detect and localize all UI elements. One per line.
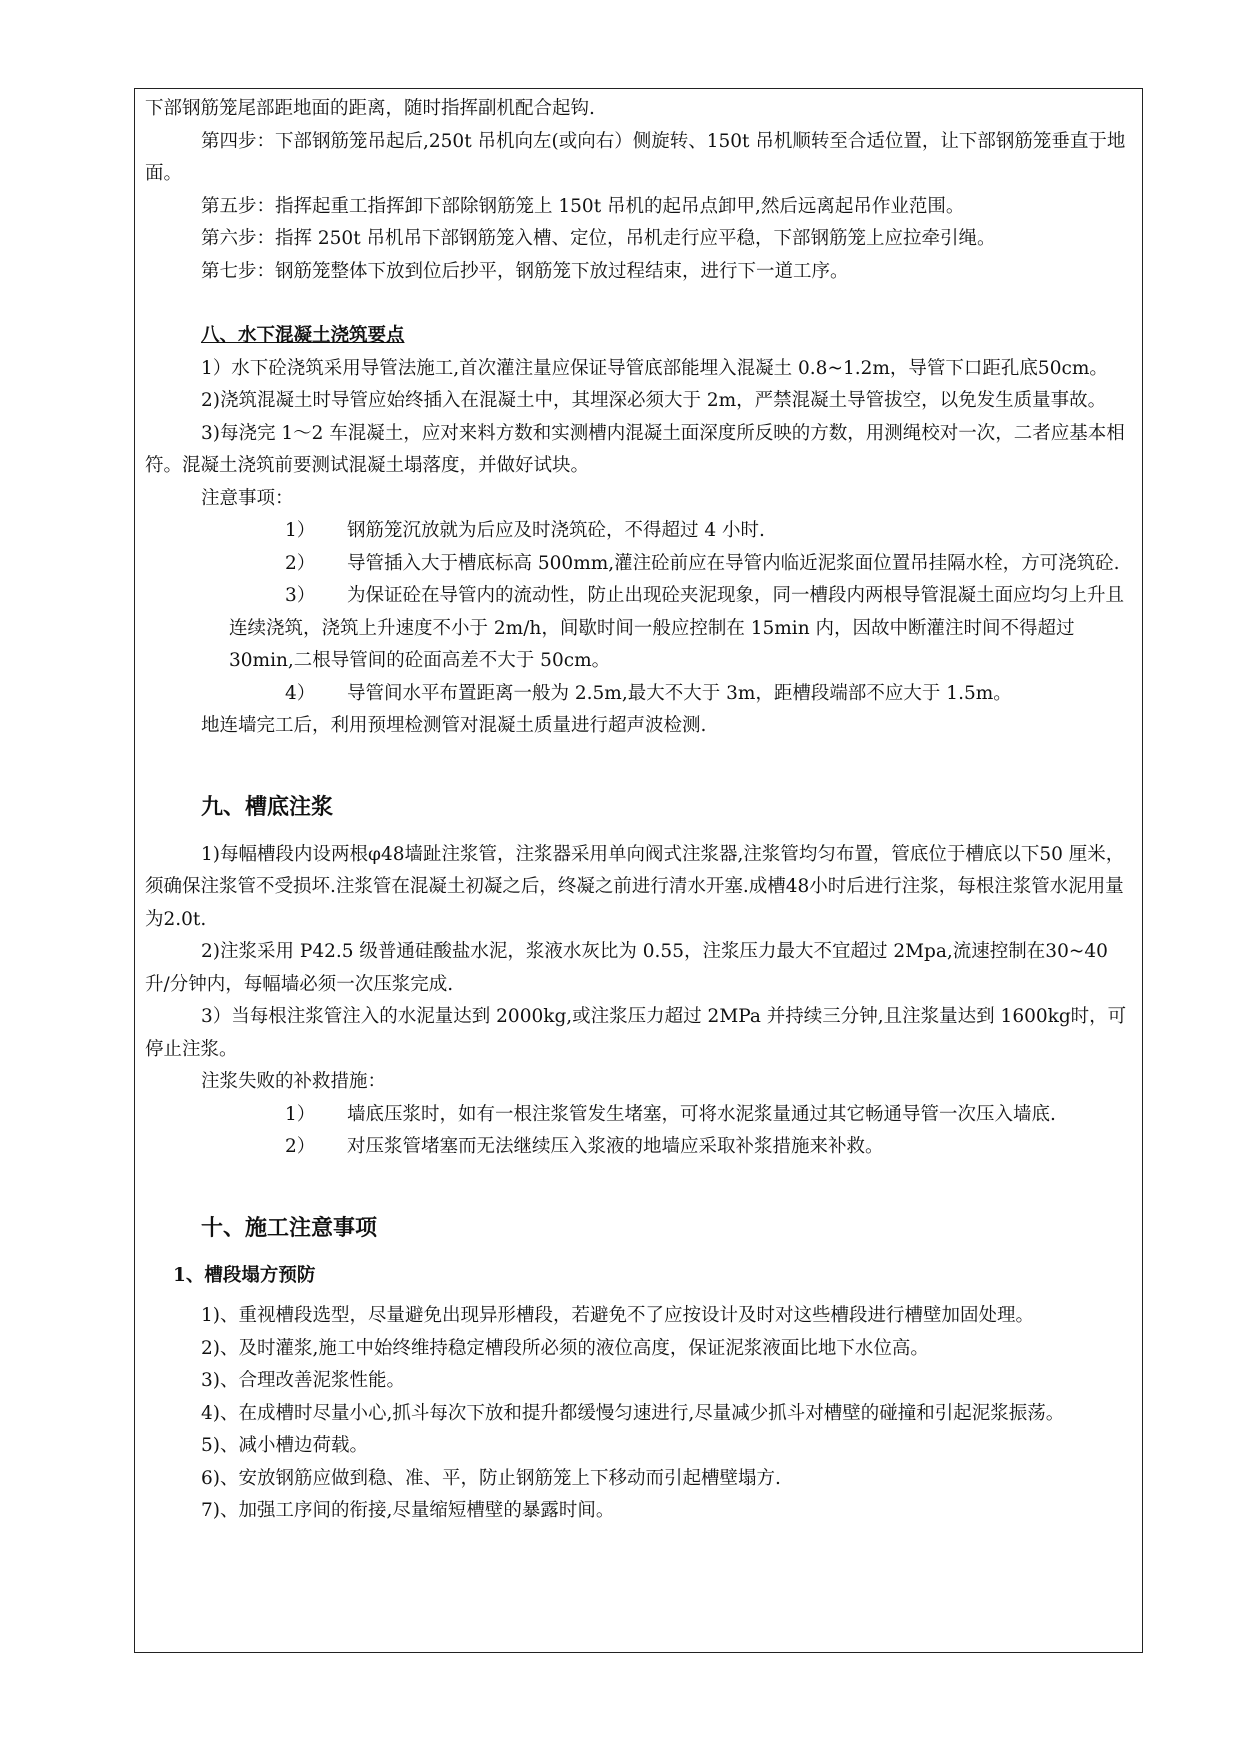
section-8-para-3: 3)每浇完 1～2 车混凝土，应对来料方数和实测槽内混凝土面深度所反映的方数，用测绳校对一次，二者应基本相符。混凝土浇筑前要测试混凝土塌落度，并做好试块。 bbox=[145, 422, 1125, 476]
section-9-para-2: 2)注浆采用 P42.5 级普通硅酸盐水泥，浆液水灰比为 0.55，注浆压力最大不宜超过 2Mpa,流速控制在30~40 升/分钟内，每幅墙必须一次压浆完成. bbox=[145, 941, 1108, 995]
remedy-text: 对压浆管堵塞而无法继续压入浆液的地墙应采取补浆措施来补救。 bbox=[347, 1136, 884, 1157]
note-item bbox=[145, 678, 1132, 711]
section-10-title: 十、施工注意事项 bbox=[201, 1214, 378, 1241]
step-5: 第五步：指挥起重工指挥卸下部除钢筋笼上 150t 吊机的起吊点卸甲,然后远离起吊作业范围。 bbox=[201, 195, 965, 217]
note-text: 导管间水平布置距离一般为 2.5m,最大不大于 3m，距槽段端部不应大于 1.5m。 bbox=[347, 682, 1012, 704]
remedy-item bbox=[145, 1131, 1132, 1164]
step-continuation: 下部钢筋笼尾部距地面的距离，随时指挥副机配合起钩. bbox=[145, 98, 595, 119]
remedy-number: 1） bbox=[285, 1103, 316, 1125]
note-item bbox=[145, 515, 1132, 548]
section-9-para-3: 3）当每根注浆管注入的水泥量达到 2000kg,或注浆压力超过 2MPa 并持续三分钟,且注浆量达到 1600kg时，可停止注浆。 bbox=[145, 1006, 1127, 1060]
precaution-item: 6)、安放钢筋应做到稳、准、平，防止钢筋笼上下移动而引起槽壁塌方. bbox=[201, 1467, 781, 1489]
notes-list bbox=[145, 515, 1132, 710]
note-number: 1） bbox=[285, 520, 316, 541]
precaution-item: 7)、加强工序间的衔接,尽量缩短槽壁的暴露时间。 bbox=[201, 1500, 615, 1521]
note-item bbox=[145, 548, 1132, 581]
note-text: 为保证砼在导管内的流动性，防止出现砼夹泥现象，同一槽段内两根导管混凝土面应均匀上升且连续浇筑，浇筑上升速度不小于 2m/h，间歇时间一般应控制在 15min 内，因故中断灌注时间不得超过 30min,二根导管间的砼面高差不大于 50cm。 bbox=[229, 585, 1125, 671]
note-item bbox=[145, 580, 1132, 678]
note-number: 3） bbox=[285, 585, 316, 606]
note-text: 钢筋笼沉放就为后应及时浇筑砼，不得超过 4 小时. bbox=[347, 520, 765, 541]
note-text: 导管插入大于槽底标高 500mm,灌注砼前应在导管内临近泥浆面位置吊挂隔水栓，方可浇筑砼. bbox=[347, 552, 1120, 574]
precaution-item: 5)、减小槽边荷载。 bbox=[201, 1435, 368, 1456]
precaution-item: 2)、及时灌浆,施工中始终维持稳定槽段所必须的液位高度，保证泥浆液面比地下水位高。 bbox=[201, 1337, 929, 1359]
section-9-para-1: 1)每幅槽段内设两根φ48墙趾注浆管，注浆器采用单向阀式注浆器,注浆管均匀布置，管底位于槽底以下50 厘米，须确保注浆管不受损坏.注浆管在混凝土初凝之后，终凝之前进行清水开塞.成槽48小时后进行注浆，每根注浆管水泥用量为2.0t. bbox=[145, 843, 1125, 930]
remedy-item bbox=[145, 1099, 1132, 1132]
document-content bbox=[145, 93, 1132, 1528]
remedy-number: 2） bbox=[285, 1136, 316, 1157]
section-10-subtitle: 1、槽段塌方预防 bbox=[173, 1264, 316, 1286]
notes-label: 注意事项： bbox=[201, 487, 294, 509]
step-4: 第四步：下部钢筋笼吊起后,250t 吊机向左(或向右）侧旋转、150t 吊机顺转至合适位置，让下部钢筋笼垂直于地面。 bbox=[145, 130, 1126, 184]
step-6: 第六步：指挥 250t 吊机吊下部钢筋笼入槽、定位，吊机走行应平稳，下部钢筋笼上应拉牵引绳。 bbox=[201, 228, 996, 249]
section-8-title: 八、水下混凝土浇筑要点 bbox=[201, 325, 405, 346]
section-9-title: 九、槽底注浆 bbox=[201, 793, 334, 820]
precaution-item: 1)、重视槽段选型，尽量避免出现异形槽段，若避免不了应按设计及时对这些槽段进行槽壁加固处理。 bbox=[201, 1305, 1034, 1326]
precaution-item: 4)、在成槽时尽量小心,抓斗每次下放和提升都缓慢匀速进行,尽量减少抓斗对槽壁的碰撞和引起泥浆振荡。 bbox=[201, 1402, 1065, 1424]
section-8-para-1: 1）水下砼浇筑采用导管法施工,首次灌注量应保证导管底部能埋入混凝土 0.8~1.2m，导管下口距孔底50cm。 bbox=[201, 357, 1108, 379]
precaution-item: 3)、合理改善泥浆性能。 bbox=[201, 1370, 405, 1391]
remedy-label: 注浆失败的补救措施： bbox=[201, 1071, 387, 1092]
note-number: 4） bbox=[285, 682, 316, 704]
remedy-text: 墙底压浆时，如有一根注浆管发生堵塞，可将水泥浆量通过其它畅通导管一次压入墙底. bbox=[347, 1103, 1056, 1125]
note-number: 2） bbox=[285, 552, 316, 574]
step-7: 第七步：钢筋笼整体下放到位后抄平，钢筋笼下放过程结束，进行下一道工序。 bbox=[201, 260, 849, 282]
document-frame bbox=[134, 88, 1143, 1653]
section-8-closing: 地连墙完工后，利用预埋检测管对混凝土质量进行超声波检测. bbox=[201, 715, 707, 736]
remedy-list bbox=[145, 1099, 1132, 1164]
section-8-para-2: 2)浇筑混凝土时导管应始终插入在混凝土中，其埋深必须大于 2m，严禁混凝土导管拔空，以免发生质量事故。 bbox=[201, 390, 1107, 411]
